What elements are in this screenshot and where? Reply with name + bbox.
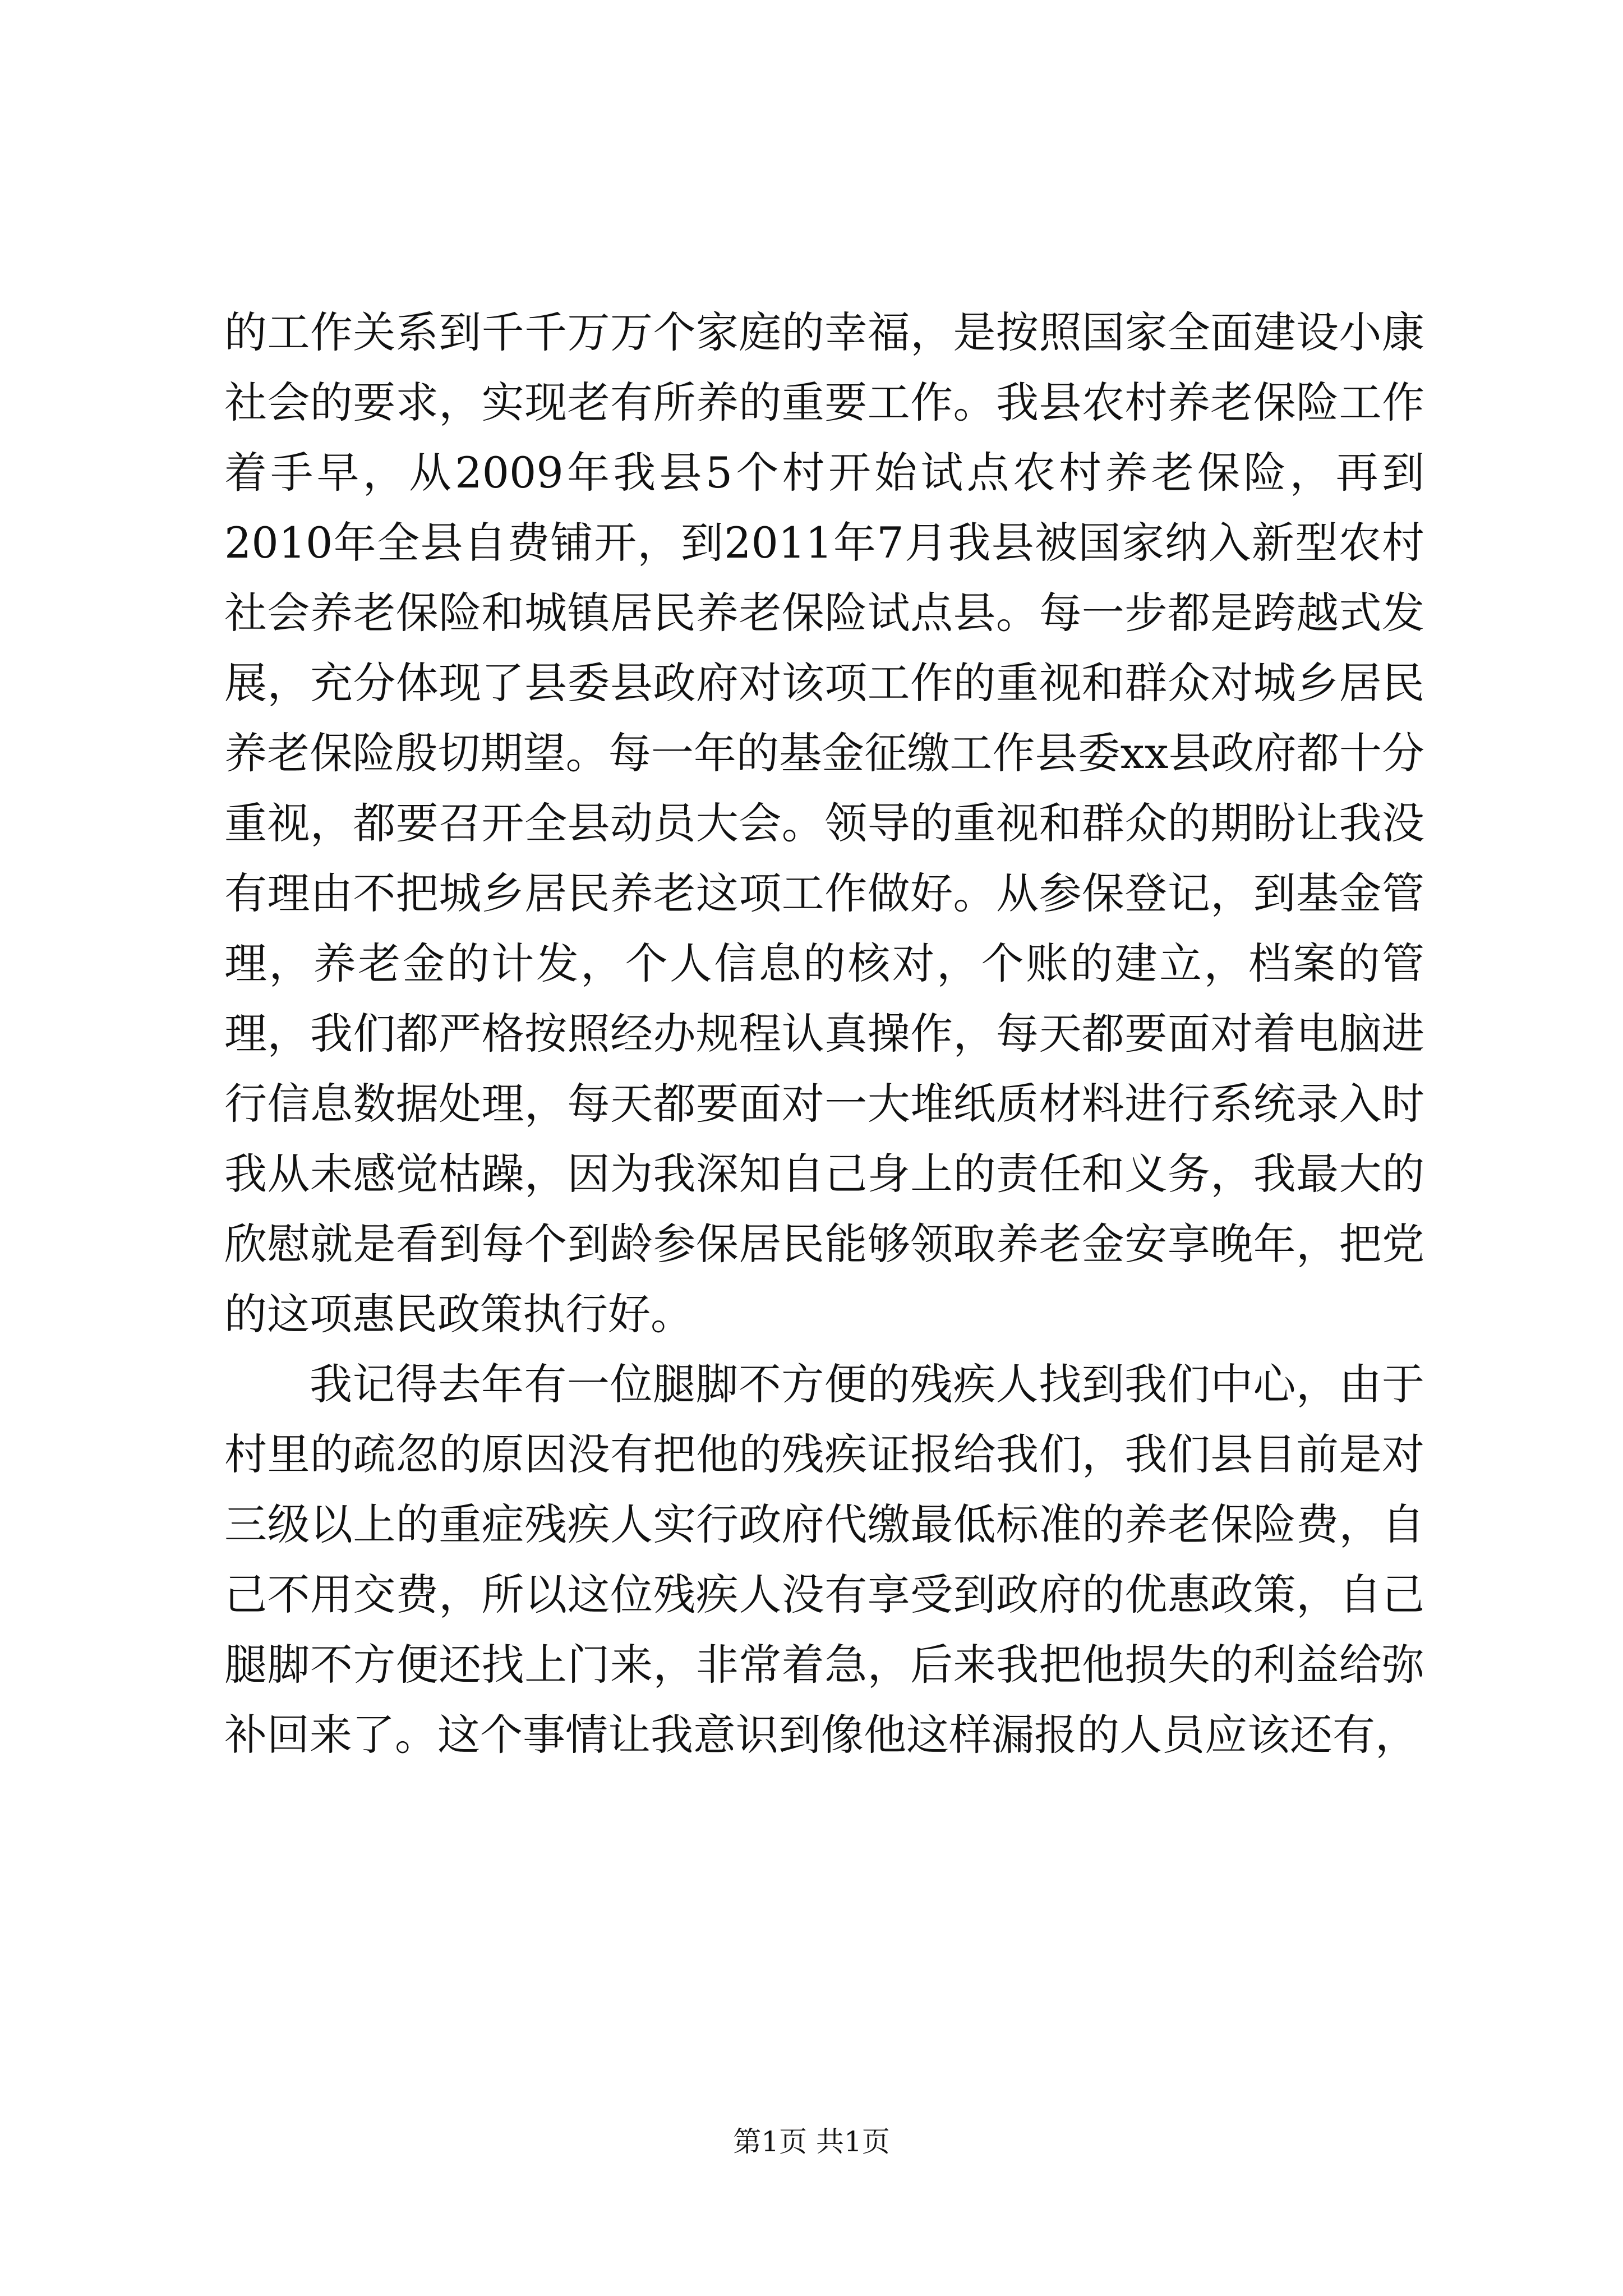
page-footer: 第1页 共1页 — [733, 2125, 890, 2158]
paragraph-2: 我记得去年有一位腿脚不方便的残疾人找到我们中心，由于村里的疏忽的原因没有把他的残疾证报给我们，我们县目前是对三级以上的重症残疾人实行政府代缴最低标准的养老保险费，自己不用交费，所以这位残疾人没有享受到政府的优惠政策，自己腿脚不方便还找上门来，非常着急，后来我把他损失的利益给弥补回来了。这个事情让我意识到像他这样漏报的人员应该还有， — [224, 1359, 1424, 1760]
document-body — [224, 297, 1424, 1770]
paragraph-1: 的工作关系到千千万万个家庭的幸福，是按照国家全面建设小康社会的要求，实现老有所养的重要工作。我县农村养老保险工作着手早，从2009年我县5个村开始试点农村养老保险，再到2010年全县自费铺开，到2011年7月我县被国家纳入新型农村社会养老保险和城镇居民养老保险试点县。每一步都是跨越式发展，充分体现了县委县政府对该项工作的重视和群众对城乡居民养老保险殷切期望。每一年的基金征缴工作县委xx县政府都十分重视，都要召开全县动员大会。领导的重视和群众的期盼让我没有理由不把城乡居民养老这项工作做好。从参保登记，到基金管理，养老金的计发，个人信息的核对，个账的建立，档案的管理，我们都严格按照经办规程认真操作，每天都要面对着电脑进行信息数据处理，每天都要面对一大堆纸质材料进行系统录入时我从未感觉枯躁，因为我深知自己身上的责任和义务，我最大的欣慰就是看到每个到龄参保居民能够领取养老金安享晚年，把党的这项惠民政策执行好。 — [224, 307, 1424, 1339]
